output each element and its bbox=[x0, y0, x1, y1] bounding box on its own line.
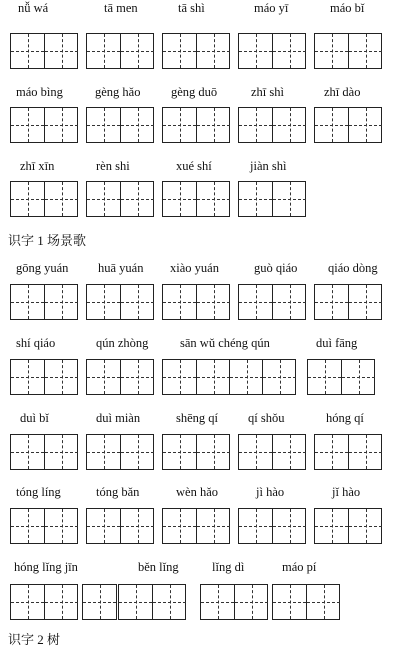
tian-zi-cell bbox=[196, 182, 230, 216]
tian-zi-cell bbox=[262, 360, 296, 394]
tian-zi-cell bbox=[87, 509, 120, 543]
section-heading: 识字 1 场景歌 bbox=[8, 233, 87, 248]
tian-zi-cell bbox=[11, 285, 44, 319]
pinyin-label: shēng qí bbox=[176, 411, 219, 425]
tian-zi-cell bbox=[44, 509, 78, 543]
pinyin-label: qiáo dòng bbox=[328, 261, 378, 275]
tian-zi-cell bbox=[196, 360, 230, 394]
writing-grid[interactable] bbox=[10, 584, 78, 620]
tian-zi-cell bbox=[239, 285, 272, 319]
pinyin-label: nǚ wá bbox=[18, 1, 49, 15]
writing-grid[interactable] bbox=[238, 284, 306, 320]
tian-zi-cell bbox=[272, 34, 306, 68]
tian-zi-cell bbox=[163, 509, 196, 543]
tian-zi-cell bbox=[11, 360, 44, 394]
writing-grid[interactable] bbox=[162, 359, 296, 395]
tian-zi-cell bbox=[83, 585, 116, 619]
pinyin-label: gōng yuán bbox=[16, 261, 69, 275]
writing-grid[interactable] bbox=[200, 584, 268, 620]
writing-grid[interactable] bbox=[118, 584, 186, 620]
writing-grid[interactable] bbox=[10, 181, 78, 217]
tian-zi-cell bbox=[196, 285, 230, 319]
tian-zi-cell bbox=[120, 435, 154, 469]
tian-zi-cell bbox=[272, 182, 306, 216]
tian-zi-cell bbox=[315, 285, 348, 319]
tian-zi-cell bbox=[120, 285, 154, 319]
writing-grid[interactable] bbox=[238, 33, 306, 69]
pinyin-label: xué shí bbox=[176, 159, 212, 173]
pinyin-label: zhī shì bbox=[251, 85, 284, 99]
tian-zi-cell bbox=[315, 108, 348, 142]
tian-zi-cell bbox=[163, 360, 196, 394]
tian-zi-cell bbox=[120, 34, 154, 68]
tian-zi-cell bbox=[239, 34, 272, 68]
tian-zi-cell bbox=[239, 509, 272, 543]
pinyin-label: gèng hǎo bbox=[95, 85, 141, 99]
pinyin-label: máo bìng bbox=[16, 85, 63, 99]
writing-grid[interactable] bbox=[162, 33, 230, 69]
writing-grid[interactable] bbox=[162, 508, 230, 544]
tian-zi-cell bbox=[44, 34, 78, 68]
tian-zi-cell bbox=[87, 108, 120, 142]
pinyin-label: xiào yuán bbox=[170, 261, 219, 275]
tian-zi-cell bbox=[44, 285, 78, 319]
pinyin-label: qún zhòng bbox=[96, 336, 149, 350]
tian-zi-cell bbox=[239, 435, 272, 469]
tian-zi-cell bbox=[196, 435, 230, 469]
pinyin-label: gèng duō bbox=[171, 85, 218, 99]
pinyin-label: tā men bbox=[104, 1, 138, 15]
pinyin-label: duì miàn bbox=[96, 411, 141, 425]
tian-zi-cell bbox=[11, 585, 44, 619]
tian-zi-cell bbox=[201, 585, 234, 619]
tian-zi-cell bbox=[163, 182, 196, 216]
tian-zi-cell bbox=[120, 108, 154, 142]
tian-zi-cell bbox=[348, 285, 382, 319]
pinyin-label: huā yuán bbox=[98, 261, 144, 275]
tian-zi-cell bbox=[11, 509, 44, 543]
tian-zi-cell bbox=[273, 585, 306, 619]
tian-zi-cell bbox=[163, 285, 196, 319]
tian-zi-cell bbox=[348, 108, 382, 142]
tian-zi-cell bbox=[315, 34, 348, 68]
pinyin-label: tóng líng bbox=[16, 485, 61, 499]
tian-zi-cell bbox=[315, 435, 348, 469]
pinyin-label: jiàn shì bbox=[250, 159, 287, 173]
writing-grid[interactable] bbox=[238, 107, 306, 143]
tian-zi-cell bbox=[196, 34, 230, 68]
tian-zi-cell bbox=[348, 435, 382, 469]
writing-grid[interactable] bbox=[86, 359, 154, 395]
writing-grid[interactable] bbox=[86, 33, 154, 69]
writing-grid[interactable] bbox=[86, 434, 154, 470]
tian-zi-cell bbox=[196, 509, 230, 543]
pinyin-label: máo pí bbox=[282, 560, 317, 574]
tian-zi-cell bbox=[163, 108, 196, 142]
tian-zi-cell bbox=[272, 435, 306, 469]
writing-grid[interactable] bbox=[314, 508, 382, 544]
pinyin-label: máo bǐ bbox=[330, 1, 365, 15]
pinyin-label: sān wǔ chéng qún bbox=[180, 336, 270, 350]
tian-zi-cell bbox=[44, 360, 78, 394]
tian-zi-cell bbox=[315, 509, 348, 543]
writing-grid[interactable] bbox=[86, 181, 154, 217]
pinyin-label: duì bǐ bbox=[20, 411, 49, 425]
writing-grid[interactable] bbox=[10, 107, 78, 143]
tian-zi-cell bbox=[163, 435, 196, 469]
writing-grid[interactable] bbox=[10, 508, 78, 544]
tian-zi-cell bbox=[348, 34, 382, 68]
tian-zi-cell bbox=[44, 182, 78, 216]
writing-grid[interactable] bbox=[162, 434, 230, 470]
tian-zi-cell bbox=[272, 285, 306, 319]
writing-grid[interactable] bbox=[238, 434, 306, 470]
tian-zi-cell bbox=[11, 182, 44, 216]
tian-zi-cell bbox=[308, 360, 341, 394]
tian-zi-cell bbox=[44, 108, 78, 142]
pinyin-label: duì fāng bbox=[316, 336, 358, 350]
pinyin-label: hóng qí bbox=[326, 411, 364, 425]
writing-grid[interactable] bbox=[86, 284, 154, 320]
pinyin-label: rèn shi bbox=[96, 159, 130, 173]
tian-zi-cell bbox=[87, 182, 120, 216]
writing-grid[interactable] bbox=[162, 107, 230, 143]
pinyin-label: jǐ hào bbox=[332, 485, 361, 499]
writing-grid[interactable] bbox=[314, 284, 382, 320]
tian-zi-cell bbox=[11, 108, 44, 142]
pinyin-label: wèn hǎo bbox=[176, 485, 218, 499]
tian-zi-cell bbox=[87, 435, 120, 469]
tian-zi-cell bbox=[348, 509, 382, 543]
tian-zi-cell bbox=[272, 509, 306, 543]
writing-grid[interactable] bbox=[238, 181, 306, 217]
tian-zi-cell bbox=[44, 435, 78, 469]
tian-zi-cell bbox=[239, 182, 272, 216]
pinyin-label: hóng lǐng jīn bbox=[14, 560, 78, 574]
writing-grid[interactable] bbox=[10, 359, 78, 395]
writing-grid[interactable] bbox=[314, 434, 382, 470]
writing-grid[interactable] bbox=[86, 508, 154, 544]
pinyin-label: qí shǒu bbox=[248, 411, 285, 425]
writing-grid[interactable] bbox=[238, 508, 306, 544]
tian-zi-cell bbox=[120, 509, 154, 543]
writing-grid[interactable] bbox=[307, 359, 375, 395]
tian-zi-cell bbox=[11, 435, 44, 469]
tian-zi-cell bbox=[87, 285, 120, 319]
writing-grid[interactable] bbox=[10, 434, 78, 470]
tian-zi-cell bbox=[163, 34, 196, 68]
tian-zi-cell bbox=[152, 585, 186, 619]
writing-grid[interactable] bbox=[314, 33, 382, 69]
tian-zi-cell bbox=[120, 182, 154, 216]
section-heading: 识字 2 树 bbox=[8, 632, 61, 647]
pinyin-label: shí qiáo bbox=[16, 336, 56, 350]
tian-zi-cell bbox=[87, 360, 120, 394]
pinyin-label: tóng bǎn bbox=[96, 485, 140, 499]
writing-grid[interactable] bbox=[162, 181, 230, 217]
pinyin-label: jì hào bbox=[256, 485, 285, 499]
writing-grid[interactable] bbox=[82, 584, 117, 620]
tian-zi-cell bbox=[234, 585, 268, 619]
tian-zi-cell bbox=[44, 585, 78, 619]
tian-zi-cell bbox=[306, 585, 340, 619]
tian-zi-cell bbox=[196, 108, 230, 142]
tian-zi-cell bbox=[239, 108, 272, 142]
pinyin-label: zhī dào bbox=[324, 85, 361, 99]
tian-zi-cell bbox=[341, 360, 375, 394]
writing-grid[interactable] bbox=[272, 584, 340, 620]
writing-grid[interactable] bbox=[10, 284, 78, 320]
tian-zi-cell bbox=[120, 360, 154, 394]
pinyin-label: zhī xīn bbox=[20, 159, 55, 173]
tian-zi-cell bbox=[272, 108, 306, 142]
tian-zi-cell bbox=[11, 34, 44, 68]
writing-grid[interactable] bbox=[162, 284, 230, 320]
writing-grid[interactable] bbox=[10, 33, 78, 69]
pinyin-label: guò qiáo bbox=[254, 261, 298, 275]
pinyin-label: běn lǐng bbox=[138, 560, 179, 574]
pinyin-label: tā shì bbox=[178, 1, 205, 15]
pinyin-label: lǐng dì bbox=[212, 560, 245, 574]
writing-grid[interactable] bbox=[86, 107, 154, 143]
tian-zi-cell bbox=[119, 585, 152, 619]
pinyin-label: máo yī bbox=[254, 1, 289, 15]
tian-zi-cell bbox=[87, 34, 120, 68]
writing-grid[interactable] bbox=[314, 107, 382, 143]
tian-zi-cell bbox=[229, 360, 263, 394]
